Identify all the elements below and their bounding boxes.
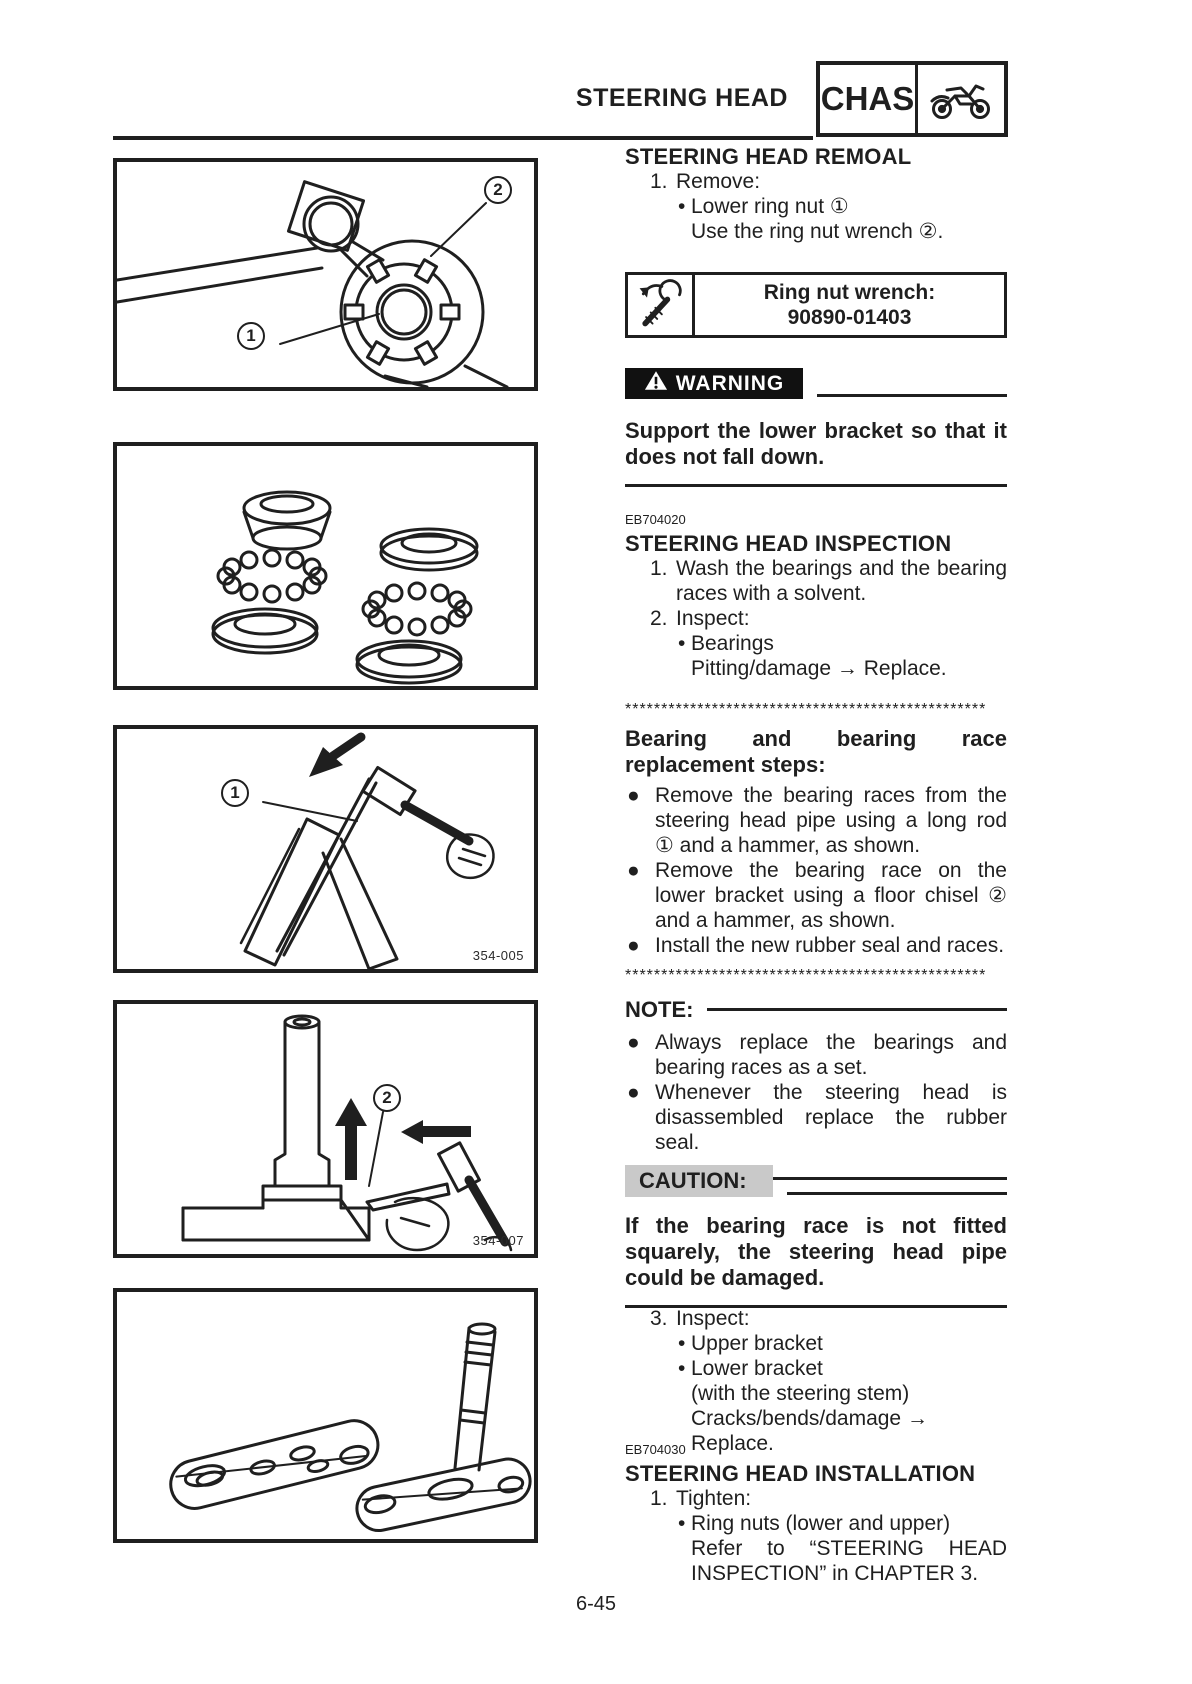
- list-item: Ring nuts (lower and upper): [691, 1512, 951, 1535]
- note-rule: [707, 1008, 1007, 1011]
- list-item-sub: (with the steering stem): [691, 1382, 910, 1405]
- spec-number: 90890-01403: [787, 306, 912, 329]
- procedure-title: Bearing and bearing race replacement steps:: [625, 726, 1007, 777]
- bullet: •: [678, 195, 686, 218]
- step-number: 1.: [650, 170, 668, 193]
- callout-1: 1: [237, 322, 265, 350]
- section-removal: [625, 144, 1007, 244]
- ring-nut-wrench-icon: [628, 275, 695, 335]
- section-inspection: [625, 512, 1007, 681]
- dot-bullet: ●: [627, 1031, 640, 1054]
- list-item-result: Cracks/bends/damage → Replace.: [691, 1407, 928, 1455]
- chapter-tag-label: CHAS: [820, 65, 918, 133]
- spec-box: [625, 272, 1007, 338]
- warning-badge: [625, 368, 803, 399]
- dot-bullet: ●: [627, 934, 640, 957]
- list-item: Lower ring nut ①: [691, 195, 849, 218]
- warning-header: [625, 368, 1007, 399]
- figure-caption: 354-007: [472, 1233, 524, 1248]
- section-note: [625, 997, 1007, 1180]
- procedure-step: Install the new rubber seal and races.: [655, 934, 1005, 957]
- section-code: EB704020: [625, 512, 686, 527]
- procedure-step: Remove the bearing races from the steering head pipe using a long rod ① and a hammer, as shown.: [655, 784, 1007, 857]
- figure-ring-nut-removal: [113, 158, 538, 391]
- step-text: Wash the bearings and the bearing races with a solvent.: [676, 557, 1007, 605]
- warning-rule: [817, 394, 1007, 397]
- note-label: NOTE:: [625, 997, 694, 1022]
- bullet: •: [678, 1357, 686, 1380]
- section-title: STEERING HEAD REMOAL: [625, 144, 912, 169]
- step-number: 3.: [650, 1307, 668, 1330]
- callout-2: 2: [484, 176, 512, 204]
- figure-bearing-parts: [113, 442, 538, 690]
- step-number: 1.: [650, 1487, 668, 1510]
- asterisk-divider: **************************************************: [625, 702, 987, 718]
- section-code: EB704030: [625, 1442, 686, 1457]
- warning-label: WARNING: [675, 372, 785, 395]
- motorcycle-icon: [918, 65, 1004, 133]
- spec-name: Ring nut wrench:: [763, 281, 936, 304]
- caution-text: If the bearing race is not fitted squarely, the steering head pipe could be damaged.: [625, 1213, 1007, 1290]
- page-title: STEERING HEAD: [575, 84, 788, 112]
- caution-label: CAUTION:: [625, 1165, 773, 1197]
- section-title: STEERING HEAD INSPECTION: [625, 531, 952, 556]
- step-text: Inspect:: [676, 1307, 750, 1330]
- section-inspect-3: [625, 1306, 1007, 1456]
- caution-rule: [787, 1192, 1007, 1195]
- section-replacement-steps: [625, 702, 1007, 984]
- asterisk-divider: **************************************************: [625, 968, 987, 984]
- step-text: Tighten:: [676, 1487, 752, 1510]
- step-text: Remove:: [676, 170, 761, 193]
- list-item-sub: Use the ring nut wrench ②.: [691, 220, 944, 243]
- list-item-sub: Refer to “STEERING HEAD INSPECTION” in CHAPTER 3.: [691, 1537, 1007, 1585]
- warning-text: Support the lower bracket so that it does not fall down.: [625, 418, 1007, 469]
- callout-1: 1: [221, 779, 249, 807]
- step-number: 2.: [650, 607, 668, 630]
- section-installation: [625, 1442, 1007, 1586]
- step-number: 1.: [650, 557, 668, 580]
- figure-caption: 354-005: [472, 948, 524, 963]
- warning-triangle-icon: [644, 370, 668, 397]
- bullet: •: [678, 632, 686, 655]
- callout-2: 2: [373, 1084, 401, 1112]
- bullet: •: [678, 1332, 686, 1355]
- divider-rule: [625, 484, 1007, 487]
- list-item-result: Pitting/damage → Replace.: [691, 657, 947, 680]
- list-item: Upper bracket: [691, 1332, 823, 1355]
- list-item: Lower bracket: [691, 1357, 823, 1380]
- figure-race-removal-rod: [113, 725, 538, 973]
- note-item: Whenever the steering head is disassembled replace the rubber seal.: [655, 1081, 1007, 1154]
- header-rule: [113, 136, 813, 140]
- dot-bullet: ●: [627, 784, 640, 807]
- note-item: Always replace the bearings and bearing races as a set.: [655, 1031, 1007, 1079]
- section-caution: [625, 1165, 1007, 1308]
- figure-brackets: [113, 1288, 538, 1543]
- page-number: 6-45: [575, 1593, 617, 1615]
- dot-bullet: ●: [627, 1081, 640, 1104]
- section-title: STEERING HEAD INSTALLATION: [625, 1461, 976, 1486]
- step-text: Inspect:: [676, 607, 750, 630]
- chapter-tag-box: [816, 61, 1008, 137]
- procedure-step: Remove the bearing race on the lower bracket using a floor chisel ② and a hammer, as shown.: [655, 859, 1007, 932]
- list-item: Bearings: [691, 632, 774, 655]
- bullet: •: [678, 1512, 686, 1535]
- figure-race-removal-chisel: [113, 1000, 538, 1258]
- dot-bullet: ●: [627, 859, 640, 882]
